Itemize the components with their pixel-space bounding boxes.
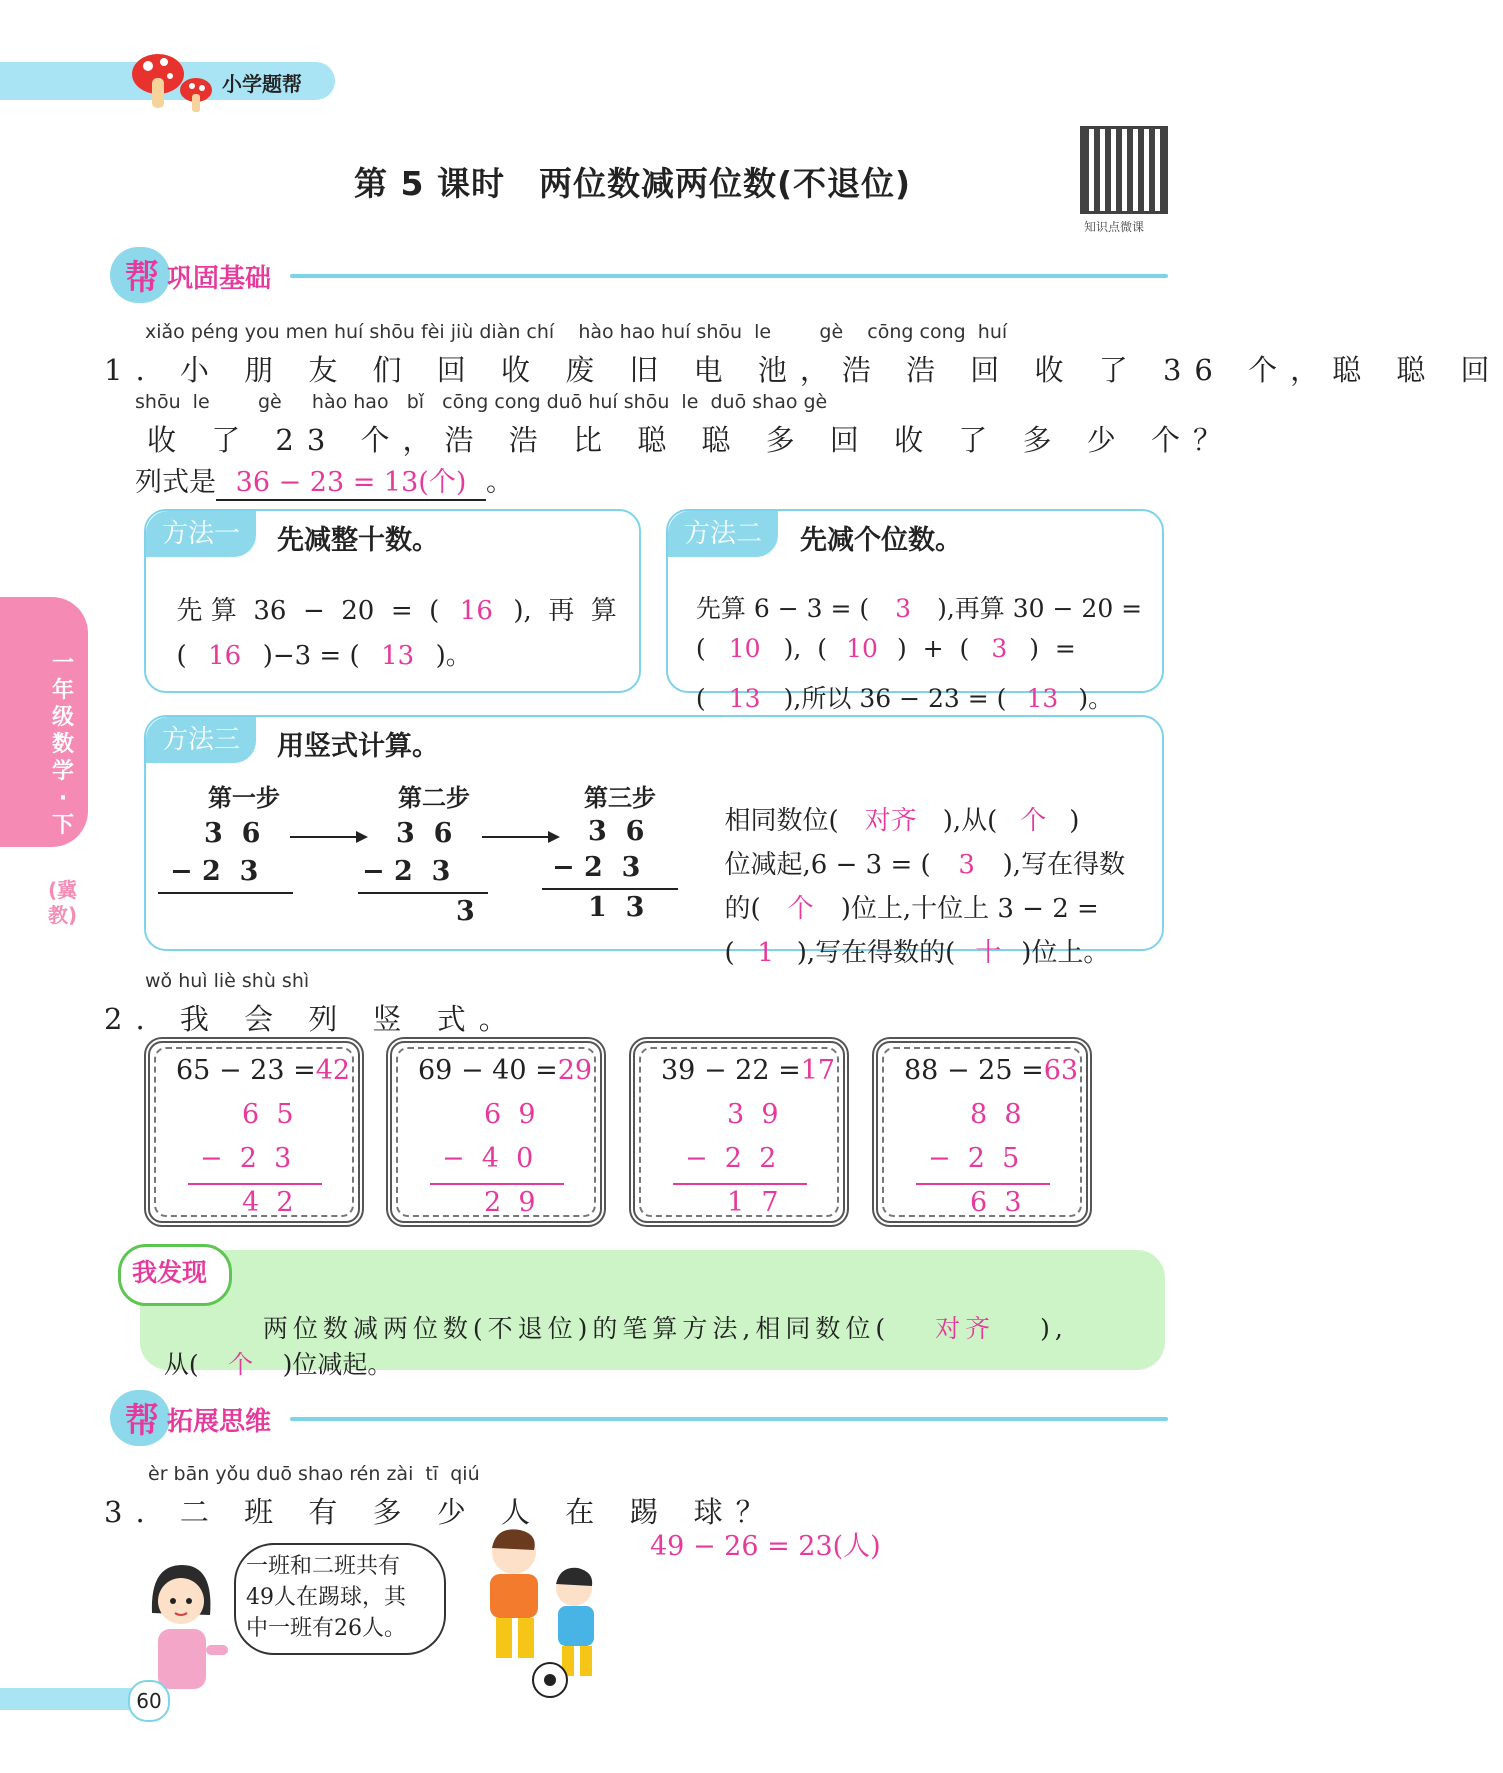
- vertical-line: [916, 1183, 1050, 1185]
- vertical-top[interactable]: 6 5: [242, 1099, 294, 1130]
- bubble-line: 中一班有26人。: [246, 1616, 406, 1641]
- method1-line2: [160, 605, 472, 672]
- text: (: [176, 641, 187, 671]
- q1-text-line2: 收 了 23 个，浩 浩 比 聪 聪 多 回 收 了 多 少 个？: [147, 423, 1235, 457]
- text: )位上。: [1021, 938, 1110, 968]
- method3-text4: [708, 902, 1109, 969]
- text: )位上,十位上 3 − 2 =: [840, 894, 1099, 924]
- text: ),写在得数的(: [796, 938, 956, 968]
- text: 先算 6 − 3 = (: [695, 594, 870, 623]
- step3-line: [542, 888, 678, 890]
- answer-blank[interactable]: 个: [228, 1350, 254, 1379]
- boys-football-illustration: [462, 1520, 622, 1700]
- expression-answer[interactable]: 17: [800, 1055, 836, 1086]
- step3-top: 3 6: [588, 816, 645, 847]
- step2-line: [358, 892, 488, 894]
- arrow-icon: [482, 836, 550, 838]
- card-expression: [176, 1055, 350, 1086]
- text: (: [695, 634, 706, 663]
- method3-title: 用竖式计算。: [277, 731, 439, 762]
- q1-formula-row: [135, 460, 513, 501]
- method3-tag: 方法三: [146, 717, 256, 763]
- text: 先 算 36 − 20 = (: [176, 596, 440, 626]
- vertical-bottom[interactable]: − 2 3: [200, 1143, 292, 1174]
- expression-answer[interactable]: 63: [1043, 1055, 1079, 1086]
- method1-title: 先减整十数。: [277, 525, 439, 556]
- answer-blank[interactable]: 3: [895, 594, 912, 623]
- brand-name: 小学题帮: [222, 72, 302, 96]
- expression-answer[interactable]: 42: [315, 1055, 351, 1086]
- vertical-bottom[interactable]: − 2 5: [928, 1143, 1020, 1174]
- expression-answer[interactable]: 29: [557, 1055, 593, 1086]
- vertical-bottom[interactable]: − 2 2: [685, 1143, 777, 1174]
- vertical-top[interactable]: 6 9: [484, 1099, 536, 1130]
- vertical-line: [188, 1183, 322, 1185]
- answer-blank[interactable]: 个: [787, 894, 814, 924]
- vertical-line: [673, 1183, 807, 1185]
- text: )。: [435, 641, 472, 671]
- edition-label: (冀教): [48, 878, 78, 927]
- formula-answer-blank[interactable]: [216, 460, 486, 501]
- expression-text: 69 − 40 =: [418, 1055, 558, 1086]
- vertical-result[interactable]: 1 7: [727, 1187, 779, 1218]
- method2-line3: [680, 650, 1113, 715]
- vertical-bottom[interactable]: − 4 0: [442, 1143, 534, 1174]
- qr-caption: 知识点微课: [1084, 220, 1145, 234]
- q2-pinyin: wǒ huì liè shù shì: [145, 970, 310, 992]
- text: ): [1069, 806, 1080, 836]
- grade-label: 一年级数学·下: [51, 651, 74, 838]
- bubble-line: 一班和二班共有: [246, 1554, 401, 1579]
- text: ),再算 30 − 20 =: [937, 594, 1143, 623]
- answer-blank[interactable]: 10: [728, 634, 761, 663]
- section-title-basics: 巩固基础: [167, 264, 272, 294]
- answer-blank[interactable]: 16: [459, 596, 493, 626]
- section-title-extension: 拓展思维: [167, 1407, 272, 1437]
- bubble-text: [246, 1551, 446, 1644]
- text: 的(: [724, 894, 761, 924]
- section-bang-glyph: 帮: [125, 258, 159, 298]
- expression-text: 39 − 22 =: [661, 1055, 801, 1086]
- answer-blank[interactable]: 13: [381, 641, 415, 671]
- answer-blank[interactable]: 3: [991, 634, 1008, 663]
- step1-label: 第一步: [208, 784, 280, 812]
- bubble-line: 49人在踢球，其: [246, 1585, 406, 1610]
- answer-blank[interactable]: 对齐: [864, 806, 917, 836]
- method2-title: 先减个位数。: [800, 525, 962, 556]
- discover-tag-label: 我发现: [132, 1258, 208, 1287]
- arrow-head-icon: [356, 831, 368, 843]
- text: ), 再 算: [513, 596, 617, 626]
- text: 两位数减两位数(不退位)的笔算方法,相同数位(: [262, 1314, 891, 1343]
- text: 位减起,6 − 3 = (: [724, 850, 931, 880]
- answer-blank[interactable]: 个: [1020, 806, 1047, 836]
- card-expression: [418, 1055, 592, 1086]
- text: ) + (: [897, 634, 970, 663]
- answer-blank[interactable]: 13: [1026, 684, 1059, 713]
- card-expression: [904, 1055, 1078, 1086]
- text: (: [695, 684, 706, 713]
- formula-answer: 36 − 23 = 13(个): [235, 467, 467, 498]
- answer-blank[interactable]: 对齐: [935, 1314, 996, 1343]
- arrow-head-icon: [548, 831, 560, 843]
- text: ) =: [1029, 634, 1076, 663]
- qr-code-icon[interactable]: [1080, 126, 1168, 214]
- section-divider: [290, 274, 1168, 278]
- step2-top: 3 6: [396, 818, 453, 849]
- text: 相同数位(: [724, 806, 839, 836]
- vertical-result[interactable]: 2 9: [484, 1187, 536, 1218]
- expression-text: 65 − 23 =: [176, 1055, 316, 1086]
- step1-line: [158, 892, 293, 894]
- answer-blank[interactable]: 16: [208, 641, 242, 671]
- page-number: 60: [128, 1680, 170, 1722]
- mushroom-icon: [128, 44, 224, 116]
- lesson-title: 第 5 课时 两位数减两位数(不退位): [354, 164, 912, 203]
- text: )。: [1078, 684, 1114, 713]
- step3-result: 1 3: [588, 892, 645, 923]
- answer-blank[interactable]: 十: [975, 938, 1002, 968]
- answer-blank[interactable]: 1: [757, 938, 774, 968]
- text: ),: [1040, 1314, 1068, 1343]
- vertical-line: [430, 1183, 564, 1185]
- section-bang-glyph: 帮: [125, 1401, 159, 1441]
- q3-text: 3. 二 班 有 多 少 人 在 踢 球？: [104, 1495, 778, 1529]
- step3-bottom: − 2 3: [552, 852, 641, 883]
- formula-end: 。: [486, 467, 513, 498]
- vertical-top[interactable]: 3 9: [727, 1099, 779, 1130]
- text: )−3 = (: [262, 641, 360, 671]
- step1-bottom: − 2 3: [170, 856, 259, 887]
- q1-text-line1: 1. 小 朋 友 们 回 收 废 旧 电 池，浩 浩 回 收 了 36 个，聪 聪 回: [104, 353, 1503, 387]
- step3-label: 第三步: [584, 784, 656, 812]
- formula-label: 列式是: [135, 467, 216, 498]
- text: )位减起。: [282, 1350, 393, 1379]
- vertical-result[interactable]: 4 2: [242, 1187, 294, 1218]
- text: 从(: [163, 1350, 199, 1379]
- answer-blank[interactable]: 10: [846, 634, 878, 663]
- method1-tag: 方法一: [146, 511, 256, 557]
- expression-text: 88 − 25 =: [904, 1055, 1044, 1086]
- text: ), (: [783, 634, 828, 663]
- arrow-icon: [290, 836, 358, 838]
- q2-text: 2. 我 会 列 竖 式。: [104, 1002, 521, 1036]
- method2-tag: 方法二: [668, 511, 778, 557]
- vertical-result[interactable]: 6 3: [970, 1187, 1022, 1218]
- text: ),所以 36 − 23 = (: [783, 684, 1007, 713]
- vertical-top[interactable]: 8 8: [970, 1099, 1022, 1130]
- text: ),从(: [942, 806, 998, 836]
- step1-top: 3 6: [204, 818, 261, 849]
- q1-pinyin-line1: xiǎo péng you men huí shōu fèi jiù diàn chí hào hao huí shōu le gè cōng cong huí: [145, 321, 1008, 343]
- card-expression: [661, 1055, 835, 1086]
- q3-answer[interactable]: 49 − 26 = 23(人): [650, 1531, 881, 1562]
- step2-label: 第二步: [398, 784, 470, 812]
- section-divider: [290, 1417, 1168, 1421]
- q3-pinyin: èr bān yǒu duō shao rén zài tī qiú: [148, 1463, 480, 1485]
- step2-result: 3: [456, 896, 475, 927]
- text: ),写在得数: [1002, 850, 1126, 880]
- answer-blank[interactable]: 13: [728, 684, 761, 713]
- discover-line2: [148, 1316, 392, 1381]
- q1-pinyin-line2: shōu le gè hào hao bǐ cōng cong duō huí shōu le duō shao gè: [135, 391, 828, 413]
- text: (: [724, 938, 735, 968]
- step2-bottom: − 2 3: [362, 856, 451, 887]
- answer-blank[interactable]: 3: [958, 850, 975, 880]
